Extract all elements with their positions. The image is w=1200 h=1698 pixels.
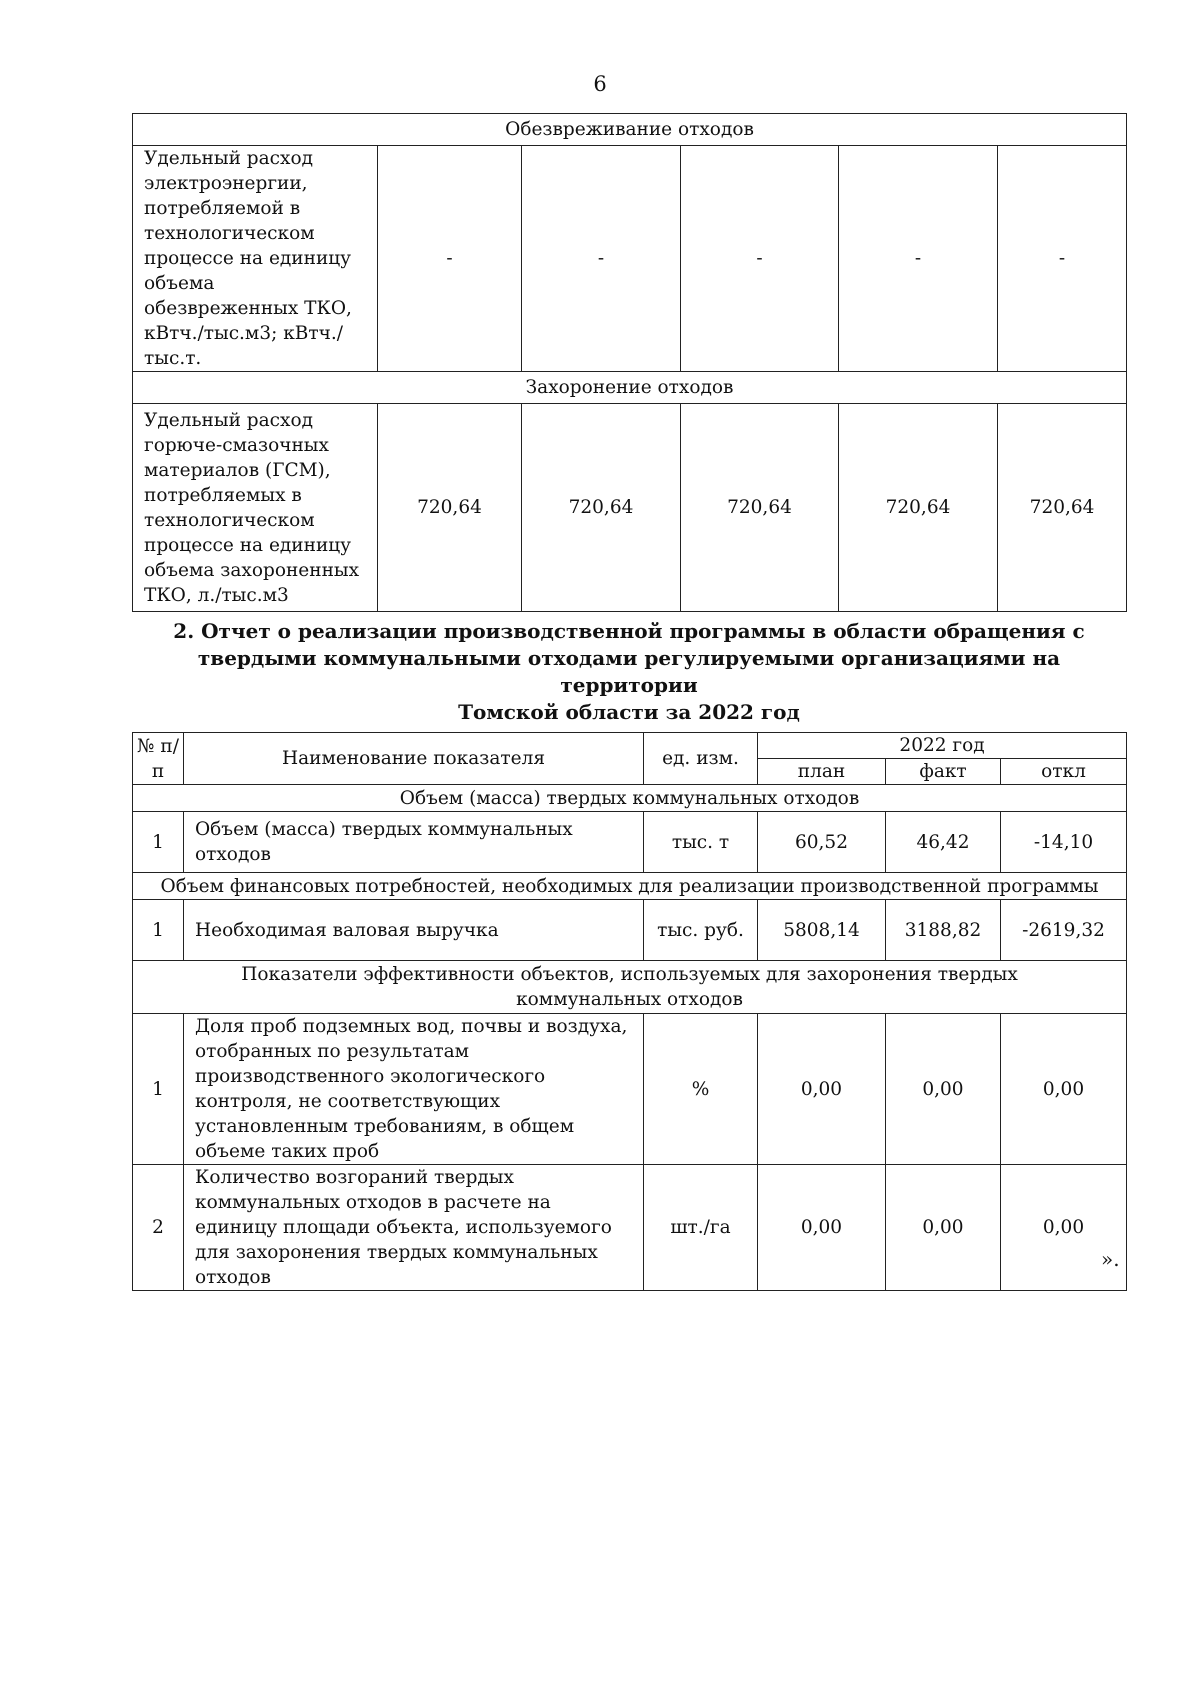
row-deviation: -14,10: [1001, 812, 1127, 873]
row-name: Доля проб подземных вод, почвы и воздуха, отобранных по результатам производственного экологического контроля, не соответствующих установленным требованиям, в общем объеме таких проб: [184, 1014, 644, 1165]
row-plan: 5808,14: [758, 900, 886, 961]
report-table: [132, 732, 1127, 1291]
row-fact: 3188,82: [886, 900, 1001, 961]
heading-line: твердыми коммунальными отходами регулируемыми организациями на территории: [197, 646, 1061, 697]
header-deviation: откл: [1001, 759, 1127, 785]
section-row: [133, 372, 1127, 404]
heading-line: 2. Отчет о реализации производственной программы в области обращения с: [173, 619, 1085, 643]
section-title-burial: Захоронение отходов: [133, 372, 1127, 404]
row-num: 2: [133, 1165, 184, 1291]
indicators-table: [132, 113, 1127, 612]
header-row: [133, 733, 1127, 759]
header-unit: ед. изм.: [644, 733, 758, 785]
table-row: [133, 1165, 1127, 1291]
value-cell: 720,64: [839, 404, 998, 612]
section-title-neutralization: Обезвреживание отходов: [133, 114, 1127, 146]
section-row: [133, 961, 1127, 1014]
value-cell: 720,64: [378, 404, 522, 612]
header-num: № п/п: [133, 733, 184, 785]
table-row: [133, 1014, 1127, 1165]
value-cell: -: [681, 146, 839, 372]
section-row: [133, 785, 1127, 812]
row-label: Удельный расход электроэнергии, потребляемой в технологическом процессе на единицу объема обезвреженных ТКО, кВтч./тыс.м3; кВтч./тыс.т.: [133, 146, 378, 372]
table-row: [133, 404, 1127, 612]
value-cell: 720,64: [681, 404, 839, 612]
heading-line: Томской области за 2022 год: [458, 700, 800, 724]
table-row: [133, 146, 1127, 372]
section-row: [133, 873, 1127, 900]
table-row: [133, 812, 1127, 873]
row-deviation: 0,00: [1001, 1014, 1127, 1165]
value-cell: -: [839, 146, 998, 372]
row-name: Количество возгораний твердых коммунальных отходов в расчете на единицу площади объекта, используемого для захоронения твердых коммунальных отходов: [184, 1165, 644, 1291]
row-plan: 60,52: [758, 812, 886, 873]
section-row: [133, 114, 1127, 146]
row-fact: 0,00: [886, 1014, 1001, 1165]
value-cell: -: [998, 146, 1127, 372]
row-unit: тыс. т: [644, 812, 758, 873]
header-year: 2022 год: [758, 733, 1127, 759]
header-plan: план: [758, 759, 886, 785]
row-num: 1: [133, 1014, 184, 1165]
value-cell: -: [378, 146, 522, 372]
row-unit: шт./га: [644, 1165, 758, 1291]
row-deviation: -2619,32: [1001, 900, 1127, 961]
row-num: 1: [133, 812, 184, 873]
row-plan: 0,00: [758, 1014, 886, 1165]
row-name: Объем (масса) твердых коммунальных отходов: [184, 812, 644, 873]
page-number: 6: [593, 72, 607, 96]
header-name: Наименование показателя: [184, 733, 644, 785]
closing-quote: ».: [1101, 1247, 1120, 1271]
row-label: Удельный расход горюче-смазочных материалов (ГСМ), потребляемых в технологическом процессе на единицу объема захороненных ТКО, л./тыс.м3: [133, 404, 378, 612]
report-heading: [132, 618, 1126, 726]
row-plan: 0,00: [758, 1165, 886, 1291]
value-cell: -: [522, 146, 681, 372]
row-deviation: 0,00: [1001, 1165, 1127, 1291]
section-title-efficiency: Показатели эффективности объектов, используемых для захоронения твердых коммунальных отходов: [133, 961, 1127, 1014]
value-cell: 720,64: [522, 404, 681, 612]
row-unit: %: [644, 1014, 758, 1165]
table-row: [133, 900, 1127, 961]
row-name: Необходимая валовая выручка: [184, 900, 644, 961]
header-fact: факт: [886, 759, 1001, 785]
row-fact: 0,00: [886, 1165, 1001, 1291]
row-num: 1: [133, 900, 184, 961]
section-title-volume: Объем (масса) твердых коммунальных отходов: [133, 785, 1127, 812]
row-unit: тыс. руб.: [644, 900, 758, 961]
section-title-finance: Объем финансовых потребностей, необходимых для реализации производственной программы: [133, 873, 1127, 900]
row-fact: 46,42: [886, 812, 1001, 873]
value-cell: 720,64: [998, 404, 1127, 612]
